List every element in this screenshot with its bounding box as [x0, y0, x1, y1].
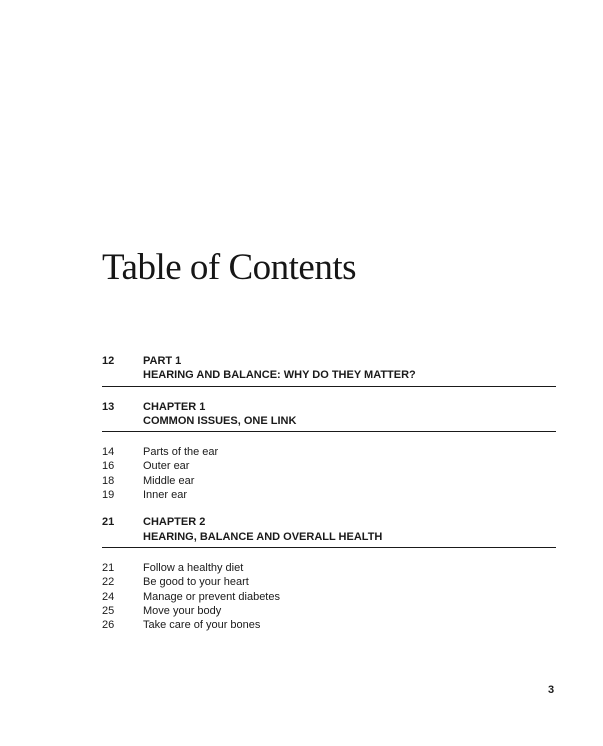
toc-entry-page: 21	[102, 561, 115, 574]
toc-chapter-title: HEARING, BALANCE AND OVERALL HEALTH	[143, 530, 383, 543]
divider	[102, 386, 556, 387]
toc-page-number: 21	[102, 516, 115, 529]
toc-entry-title: Be good to your heart	[143, 576, 249, 589]
toc-entry-page: 19	[102, 489, 115, 502]
toc-entry[interactable]	[102, 445, 556, 459]
toc-entry-page: 14	[102, 446, 115, 459]
toc-entry-page: 22	[102, 576, 115, 589]
toc-entry[interactable]	[102, 459, 556, 473]
toc-entry[interactable]	[102, 488, 556, 502]
toc-entry-page: 16	[102, 460, 115, 473]
toc-part-title: HEARING AND BALANCE: WHY DO THEY MATTER?	[143, 369, 416, 382]
toc-part-1[interactable]	[102, 354, 556, 386]
page-title: Table of Contents	[102, 247, 357, 288]
toc-entry-title: Parts of the ear	[143, 446, 219, 459]
toc-chapter-title: COMMON ISSUES, ONE LINK	[143, 414, 297, 427]
toc-chapter-label: CHAPTER 2	[143, 516, 206, 529]
toc-chapter-label: CHAPTER 1	[143, 400, 206, 413]
toc-part-label: PART 1	[143, 355, 182, 367]
toc-entry[interactable]	[102, 474, 556, 488]
toc-entry-page: 26	[102, 619, 115, 632]
toc-page-number: 13	[102, 400, 115, 413]
toc-entry-title: Take care of your bones	[143, 619, 261, 632]
toc-entry-title: Inner ear	[143, 489, 188, 502]
toc-chapter-2-entries	[102, 561, 556, 632]
toc-chapter-1-entries	[102, 445, 556, 502]
toc-entry[interactable]	[102, 604, 556, 618]
toc-entry-title: Move your body	[143, 604, 222, 617]
toc-entry[interactable]	[102, 618, 556, 632]
toc-entry-page: 24	[102, 590, 115, 603]
page-number: 3	[548, 684, 555, 696]
toc-chapter-2[interactable]	[102, 515, 556, 547]
toc-entry[interactable]	[102, 575, 556, 589]
toc-entry[interactable]	[102, 590, 556, 604]
toc-entry-title: Middle ear	[143, 474, 195, 487]
toc-entry-page: 18	[102, 474, 115, 487]
toc-chapter-1[interactable]	[102, 400, 556, 432]
toc-entry-title: Outer ear	[143, 460, 190, 473]
toc-entry-title: Follow a healthy diet	[143, 561, 244, 574]
toc-entry-title: Manage or prevent diabetes	[143, 590, 280, 603]
divider	[102, 547, 556, 548]
toc-entry-page: 25	[102, 604, 115, 617]
toc-page-number: 12	[102, 355, 115, 367]
divider	[102, 431, 556, 432]
table-of-contents	[102, 354, 556, 632]
toc-entry[interactable]	[102, 561, 556, 575]
